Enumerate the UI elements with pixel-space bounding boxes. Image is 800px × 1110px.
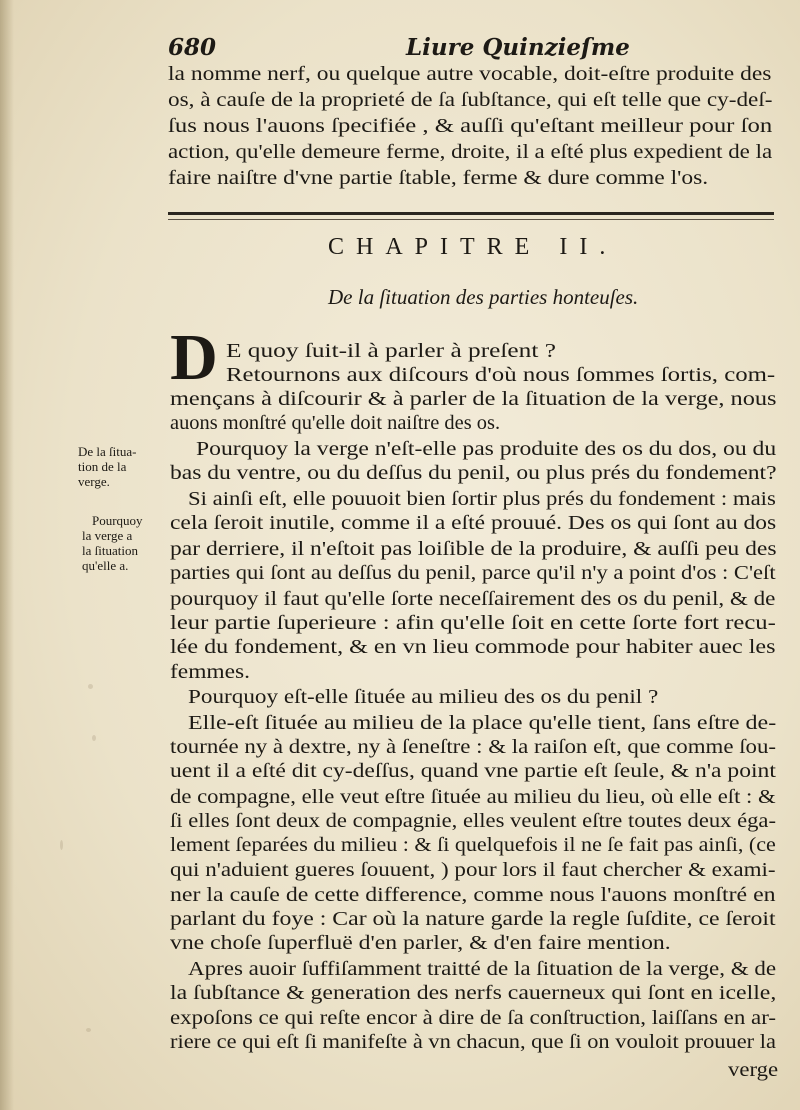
margin-note-line: la verge a (82, 528, 133, 543)
drop-cap: D (170, 321, 218, 394)
text-line: tournée ny à dextre, ny à ſeneſtre : & la raiſon eſt, que comme ſou- (170, 736, 777, 758)
text-line: ſus nous l'auons ſpecifiée , & auſſi qu'eſtant meilleur pour ſon (168, 115, 773, 137)
text-line: mençans à diſcourir & à parler de la ſituation de la verge, nous (170, 388, 777, 410)
gutter-shadow (0, 0, 14, 1110)
text-line: riere ce qui eſt ſi manifeſte à vn chacun, que ſi on vouloit prouuer la (170, 1031, 776, 1053)
margin-note-line: Pourquoy (92, 513, 143, 528)
text-line: qui n'aduient gueres ſouuent, ) pour lors il faut chercher & exami- (170, 859, 776, 881)
text-line: pourquoy il faut qu'elle ſorte neceſſairement des os du penil, & de (170, 588, 776, 610)
text-line: vne choſe ſuperfluë d'en parler, & d'en faire mention. (170, 932, 671, 954)
text-line: Pourquoy eſt-elle ſituée au milieu des os du penil ? (188, 686, 659, 708)
margin-note-line: verge. (78, 474, 110, 489)
running-title: Liure Quinzieſme (406, 34, 630, 61)
text-line: E quoy ſuit-il à parler à preſent ? (226, 340, 556, 362)
text-line: par derriere, il n'eſtoit pas loiſible de la produire, & auſſi peu des (170, 538, 777, 560)
chapter-subtitle: De la ſituation des parties honteuſes. (328, 285, 639, 309)
section-divider (168, 212, 774, 220)
text-line: expoſons ce qui reſte encor à dire de ſa conſtruction, laiſſans en ar- (170, 1007, 777, 1029)
text-line: action, qu'elle demeure ferme, droite, il a eſté plus expedient de la (168, 141, 773, 163)
margin-note-line: tion de la (78, 459, 127, 474)
text-line: faire naiſtre d'vne partie ſtable, ferme & dure comme l'os. (168, 167, 709, 189)
text-line: bas du ventre, ou du deſſus du penil, ou plus prés du fondement? (170, 462, 777, 484)
page-header (168, 30, 630, 64)
text-line: parties qui ſont au deſſus du penil, parce qu'il n'y a point d'os : C'eſt (170, 562, 776, 584)
margin-note-line: De la ſitua- (78, 444, 137, 459)
text-line: Elle-eſt ſituée au milieu de la place qu'elle tient, ſans eſtre de- (188, 712, 777, 734)
ink-speck (86, 1028, 91, 1032)
text-line: cela ſeroit inutile, comme il a eſté prouué. Des os qui ſont au dos (170, 512, 777, 534)
ink-speck (92, 735, 96, 741)
text-line: lement ſeparées du milieu : & ſi quelquefois il ne ſe fait pas ainſi, (ce (170, 834, 776, 856)
text-line: os, à cauſe de la proprieté de ſa ſubſtance, qui eſt telle que cy-deſ- (168, 89, 773, 111)
text-line: la ſubſtance & generation des nerfs cauerneux qui ſont en icelle, (170, 982, 777, 1004)
text-line: parlant du foye : Car où la nature garde la regle ſuſdite, ce ſeroit (170, 908, 776, 930)
margin-note-line: qu'elle a. (82, 558, 129, 573)
margin-note-line: la ſituation (82, 543, 138, 558)
text-line: lée du fondement, & en vn lieu commode pour habiter auec les (170, 636, 776, 658)
ink-speck (88, 684, 93, 689)
text-line: Apres auoir ſuffiſamment traitté de la ſituation de la verge, & de (188, 958, 777, 980)
catchword: verge (728, 1059, 779, 1081)
text-line: Retournons aux diſcours d'où nous ſommes ſortis, com- (226, 364, 776, 386)
text-line: Pourquoy la verge n'eſt-elle pas produite des os du dos, ou du (196, 438, 777, 460)
text-line: de compagne, elle veut eſtre ſituée au milieu du lieu, où elle eſt : & (170, 786, 776, 808)
page-number: 680 (168, 34, 217, 61)
text-line: ner la cauſe de cette difference, comme nous l'auons monſtré en (170, 884, 776, 906)
text-line: ſi elles ſont deux de compagnie, elles veulent eſtre toutes deux éga- (170, 810, 776, 832)
text-line: femmes. (170, 661, 251, 683)
text-line: auons monſtré qu'elle doit naiſtre des os. (170, 412, 501, 434)
text-line: la nomme nerf, ou quelque autre vocable, doit-eſtre produite des (168, 63, 772, 85)
text-line: Si ainſi eſt, elle pouuoit bien ſortir plus prés du fondement : mais (188, 488, 776, 510)
text-line: leur partie ſuperieure : afin qu'elle ſoit en cette ſorte fort recu- (170, 612, 776, 634)
chapter-title: CHAPITRE II. (328, 234, 618, 260)
ink-speck (60, 840, 63, 850)
text-line: uent il a eſté dit cy-deſſus, quand vne partie eſt ſeule, & n'a point (170, 760, 776, 782)
